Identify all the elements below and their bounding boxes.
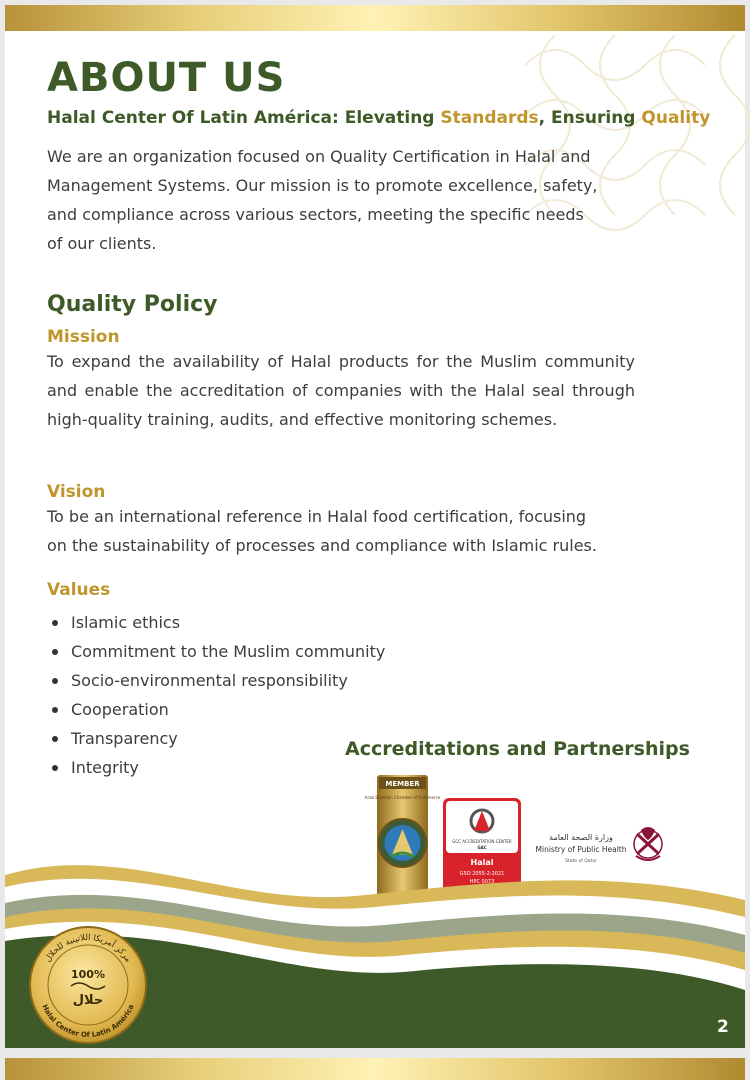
accreditations-heading: Accreditations and Partnerships <box>345 738 690 760</box>
values-heading: Values <box>47 580 111 600</box>
gac-abbr: GAC <box>477 845 487 850</box>
gac-center-name: GCC ACCREDITATION CENTER <box>452 839 512 844</box>
seal-bottom-text: Halal Center Of Latin América <box>40 1003 136 1040</box>
document-page <box>5 5 745 1048</box>
seal-halal-arabic: حلال <box>72 993 104 1008</box>
seal-percent: 100% <box>71 968 105 981</box>
intro-paragraph <box>47 142 635 258</box>
abcc-member-label: MEMBER <box>385 780 420 788</box>
page-subtitle <box>47 108 737 128</box>
vision-line: on the sustainability of processes and compliance with Islamic rules. <box>47 536 597 555</box>
mission-text: To expand the availability of Halal products for the Muslim community and enable the accreditation of companies with the Halal seal through high-quality training, audits, and effective monitoring schemes. <box>47 352 635 429</box>
mission-heading: Mission <box>47 327 120 347</box>
value-item: Islamic ethics <box>47 608 385 637</box>
page-number: 2 <box>717 1017 729 1037</box>
page-title: ABOUT US <box>47 55 286 101</box>
subtitle-highlight-quality: Quality <box>641 108 711 128</box>
value-item: Transparency <box>47 724 385 753</box>
abcc-org-name: Arab Brazilian Chamber of Commerce <box>364 795 441 800</box>
value-item: Cooperation <box>47 695 385 724</box>
gac-code: HPC 0073 <box>469 879 495 885</box>
values-list <box>47 608 385 782</box>
intro-line: and compliance across various sectors, meeting the specific needs <box>47 205 584 224</box>
moph-name: Ministry of Public Health <box>535 845 627 854</box>
vision-line: To be an international reference in Halal food certification, focusing <box>47 507 587 526</box>
vision-text <box>47 502 635 560</box>
halal-center-seal <box>23 920 153 1050</box>
moph-state: State of Qatar <box>565 859 597 864</box>
subtitle-highlight-standards: Standards <box>440 108 539 128</box>
value-item: Commitment to the Muslim community <box>47 637 385 666</box>
quality-policy-heading: Quality Policy <box>47 292 218 317</box>
intro-line: of our clients. <box>47 234 157 253</box>
next-page-gold-bar <box>5 1058 745 1080</box>
value-item: Socio-environmental responsibility <box>47 666 385 695</box>
subtitle-part-1: Halal Center Of Latin América: Elevating <box>47 108 441 128</box>
seal-arabic-top: مركز أمريكا اللاتينية للحلال <box>43 932 133 965</box>
subtitle-part-2: , Ensuring <box>538 108 642 128</box>
gac-halal-label: Halal <box>470 858 494 867</box>
gac-standard: GSO 2055-2:2021 <box>459 871 505 877</box>
vision-heading: Vision <box>47 482 106 502</box>
moph-arabic: وزارة الصحة العامة <box>549 833 613 842</box>
value-item: Integrity <box>47 753 385 782</box>
intro-line: We are an organization focused on Quality Certification in Halal and <box>47 147 591 166</box>
intro-line: Management Systems. Our mission is to promote excellence, safety, <box>47 176 598 195</box>
